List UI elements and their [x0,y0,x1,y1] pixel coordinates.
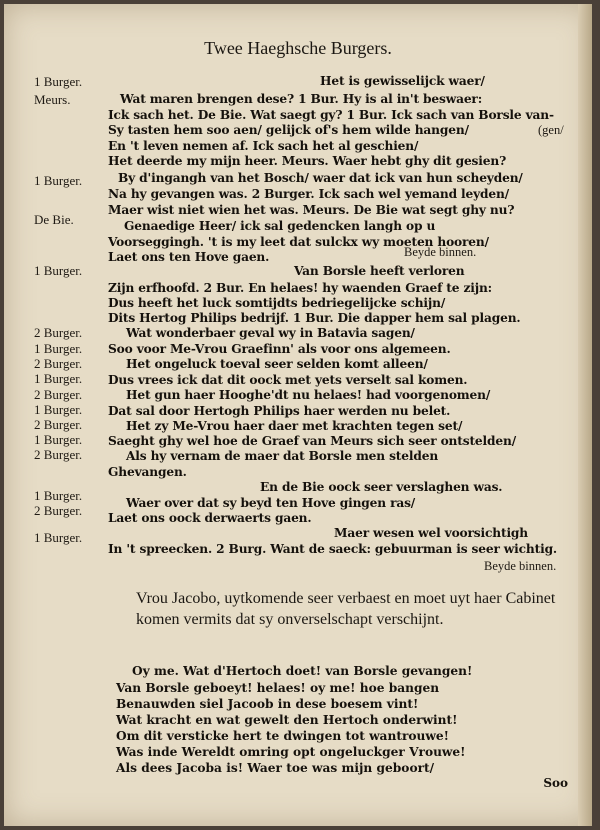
speaker-label: 2 Burger. [34,356,83,371]
verse-line: Als dees Jacoba is! Waer toe was mijn geboort/ [116,761,435,775]
dialogue-line: En de Bie oock seer verslaghen was. [260,480,503,494]
dialogue-line: Na hy gevangen was. 2 Burger. Ick sach wel yemand leyden/ [108,187,510,201]
dialogue-line: Dits Hertog Philips bedrijf. 1 Bur. Die dapper hem sal plagen. [108,311,521,325]
speaker-label: 1 Burger. [34,530,83,545]
dialogue-line: Het gun haer Hooghe'dt nu helaes! had voorgenomen/ [126,388,491,402]
dialogue-line: Laet ons ten Hove gaen. [108,250,270,264]
dialogue-line: Dat sal door Hertogh Philips haer werden nu belet. [108,404,451,418]
page-title: Twee Haeghsche Burgers. [204,38,392,58]
stage-prose: Vrou Jacobo, uytkomende seer verbaest en moet uyt haer Cabinet komen vermits dat sy onverselschapt verschijnt. [136,590,556,628]
dialogue-line: Soo voor Me-Vrou Graefinn' als voor ons algemeen. [108,342,451,356]
line-fragment: (gen/ [538,123,564,137]
speaker-label: De Bie. [34,212,74,227]
stage-direction: Beyde binnen. [484,559,557,573]
dialogue-line: Voorseggingh. 't is my leet dat sulckx wy moeten hooren/ [108,235,489,249]
speaker-label: Meurs. [34,92,71,107]
page-edge [578,4,592,826]
verse-line: Was inde Wereldt omring opt ongeluckger Vrouwe! [116,745,466,759]
dialogue-line: Genaedige Heer/ ick sal gedencken langh op u [124,219,436,233]
verse-line: Van Borsle geboeyt! helaes! oy me! hoe bangen [116,681,440,695]
speaker-label: 1 Burger. [34,488,83,503]
speaker-label: 1 Burger. [34,173,83,188]
speaker-label: 2 Burger. [34,503,83,518]
dialogue-line: Wat wonderbaer geval wy in Batavia sagen/ [126,326,415,340]
speaker-label: 2 Burger. [34,447,83,462]
speaker-label: 2 Burger. [34,387,83,402]
dialogue-line: Sy tasten hem soo aen/ gelijck of's hem wilde hangen/ [108,123,469,137]
dialogue-line: Saeght ghy wel hoe de Graef van Meurs sich seer ontstelden/ [108,434,517,448]
dialogue-line: Het deerde my mijn heer. Meurs. Waer hebt ghy dit gesien? [108,154,507,168]
dialogue-line: Het ongeluck toeval seer selden komt alleen/ [126,357,428,371]
dialogue-line: Van Borsle heeft verloren [294,264,465,278]
dialogue-line: Het is gewisselijck waer/ [320,74,485,88]
speaker-label: 1 Burger. [34,371,83,386]
speaker-label: 2 Burger. [34,325,83,340]
dialogue-line: Zijn erfhoofd. 2 Bur. En helaes! hy waenden Graef te zijn: [108,281,493,295]
speaker-label: 1 Burger. [34,341,83,356]
dialogue-line: Het zy Me-Vrou haer daer met krachten tegen set/ [126,419,463,433]
verse-line: Wat kracht en wat gewelt den Hertoch onderwint! [116,713,458,727]
speaker-label: 1 Burger. [34,402,83,417]
dialogue-line: Ick sach het. De Bie. Wat saegt gy? 1 Bur. Ick sach van Borsle van- [108,108,554,122]
dialogue-line: Wat maren brengen dese? 1 Bur. Hy is al in't beswaer: [120,92,483,106]
verse-line: Benauwden siel Jacoob in dese boesem vint! [116,697,419,711]
dialogue-line: Dus heeft het luck somtijdts bedriegelijcke schijn/ [108,296,446,310]
dialogue-line: By d'ingangh van het Bosch/ waer dat ick van hun scheyden/ [118,171,523,185]
stage-direction: Beyde binnen. [404,245,477,259]
dialogue-line: In 't spreecken. 2 Burg. Want de saeck: gebuurman is seer wichtig. [108,542,558,556]
speaker-label: 1 Burger. [34,74,83,89]
dialogue-line: Maer wesen wel voorsichtigh [334,526,529,540]
speaker-label: 2 Burger. [34,417,83,432]
dialogue-line: Als hy vernam de maer dat Borsle men stelden [126,449,439,463]
speaker-label: 1 Burger. [34,432,83,447]
book-page [4,4,592,826]
dialogue-line: Maer wist niet wien het was. Meurs. De Bie wat segt ghy nu? [108,203,515,217]
dialogue-line: Laet ons oock derwaerts gaen. [108,511,312,525]
dialogue-line: Ghevangen. [108,465,187,479]
speaker-label: 1 Burger. [34,263,83,278]
catchword: Soo [543,776,568,790]
verse-line: Oy me. Wat d'Hertoch doet! van Borsle gevangen! [132,664,473,678]
dialogue-line: Waer over dat sy beyd ten Hove gingen ras/ [126,496,416,510]
dialogue-line: En 't leven nemen af. Ick sach het al geschien/ [108,139,419,153]
dialogue-line: Dus vrees ick dat dit oock met yets verselt sal komen. [108,373,468,387]
verse-line: Om dit versticke hert te dwingen tot wantrouwe! [116,729,449,743]
